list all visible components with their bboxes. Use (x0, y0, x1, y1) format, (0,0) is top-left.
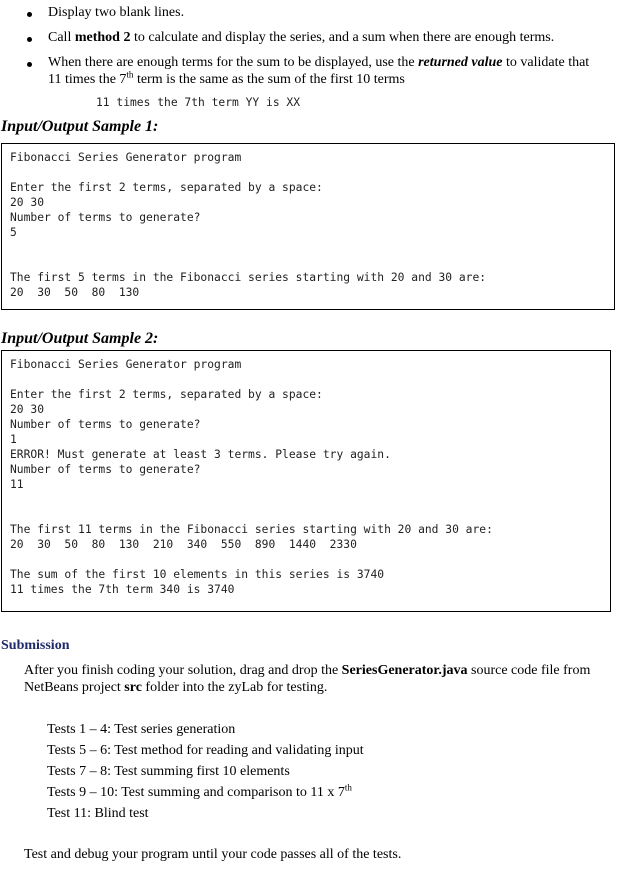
sample2-heading: Input/Output Sample 2: (1, 330, 159, 347)
format-line: 11 times the 7th term YY is XX (96, 96, 301, 109)
sample1-console-box (1, 143, 615, 310)
sample2-console-box (1, 350, 611, 612)
sample1-heading: Input/Output Sample 1: (1, 118, 159, 135)
console-line: The first 11 terms in the Fibonacci series starting with 20 and 30 are: (10, 523, 493, 536)
bullet-dot-3 (27, 62, 32, 67)
closing-text: Test and debug your program until your code passes all of the tests. (24, 847, 402, 862)
submission-paragraph: After you finish coding your solution, drag and drop the SeriesGenerator.java source code file from NetBeans project src folder into the zyLab for testing. (24, 663, 591, 695)
console-line: 20 30 50 80 130 (10, 286, 140, 299)
console-line (10, 552, 493, 567)
test-item-1: Tests 1 – 4: Test series generation (47, 722, 236, 737)
console-line: Fibonacci Series Generator program (10, 358, 242, 371)
console-line: 20 30 (10, 196, 45, 209)
console-line (10, 255, 486, 270)
bullet-dot-2 (27, 37, 32, 42)
console-line: Fibonacci Series Generator program (10, 151, 242, 164)
test-item-5: Test 11: Blind test (47, 806, 149, 821)
sample1-console-text (10, 150, 486, 300)
console-line (10, 507, 493, 522)
test-item-4: Tests 9 – 10: Test summing and comparison to 11 x 7th (47, 782, 352, 800)
bullet-text-3: When there are enough terms for the sum to be displayed, use the returned value to validate that 11 times the 7th term is the same as the sum of the first 10 terms (48, 55, 590, 87)
console-line: 11 times the 7th term 340 is 3740 (10, 583, 235, 596)
console-line: Number of terms to generate? (10, 418, 201, 431)
bullet-text-2: Call method 2 to calculate and display the series, and a sum when there are enough terms. (48, 30, 555, 45)
console-line: 5 (10, 226, 17, 239)
bullet-text-1: Display two blank lines. (48, 5, 185, 20)
console-line: 1 (10, 433, 17, 446)
sample2-console-text (10, 357, 493, 597)
test-item-3: Tests 7 – 8: Test summing first 10 elements (47, 764, 290, 779)
console-line: Enter the first 2 terms, separated by a space: (10, 388, 323, 401)
console-line (10, 492, 493, 507)
console-line: 20 30 50 80 130 210 340 550 890 1440 2330 (10, 538, 357, 551)
bullet-dot-1 (27, 12, 32, 17)
submission-heading: Submission (1, 638, 70, 653)
console-line: 20 30 (10, 403, 45, 416)
console-line: ERROR! Must generate at least 3 terms. Please try again. (10, 448, 391, 461)
console-line (10, 372, 493, 387)
console-line: The sum of the first 10 elements in this series is 3740 (10, 568, 385, 581)
console-line: Number of terms to generate? (10, 211, 201, 224)
test-item-2: Tests 5 – 6: Test method for reading and validating input (47, 743, 364, 758)
console-line: 11 (10, 478, 24, 491)
console-line: The first 5 terms in the Fibonacci series starting with 20 and 30 are: (10, 271, 487, 284)
console-line: Number of terms to generate? (10, 463, 201, 476)
console-line: Enter the first 2 terms, separated by a space: (10, 181, 323, 194)
console-line (10, 165, 486, 180)
console-line (10, 240, 486, 255)
